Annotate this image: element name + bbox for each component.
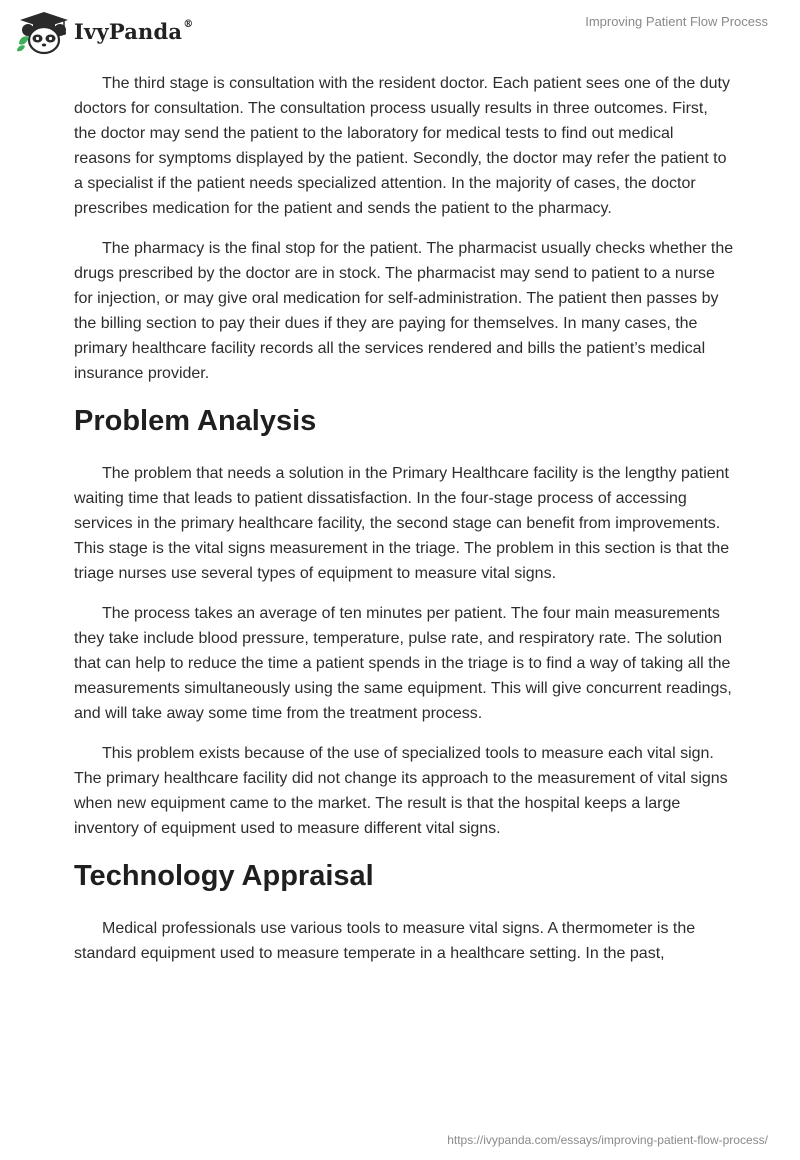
paragraph: The pharmacy is the final stop for the patient. The pharmacist usually checks whether the drugs prescribed by the doctor are in stock. The pharmacist may send to patient to a nurse for injection, or may give oral medication for self-administration. The patient then passes by the billing section to pay their dues if they are paying for themselves. In many cases, the primary healthcare facility records all the services rendered and bills the patient’s medical insurance provider. — [74, 240, 734, 382]
paragraph: The third stage is consultation with the resident doctor. Each patient sees one of the duty doctors for consultation. The consultation process usually results in three outcomes. First, the doctor may send the patient to the laboratory for medical tests to find out medical reasons for symptoms displayed by the patient. Secondly, the doctor may refer the patient to a specialist if the patient needs specialized attention. In the majority of cases, the doctor prescribes medication for the patient and sends the patient to the pharmacy. — [74, 75, 730, 217]
essay-body — [74, 71, 734, 981]
paragraph: The problem that needs a solution in the Primary Healthcare facility is the lengthy patient waiting time that leads to patient dissatisfaction. In the four-stage process of accessing services in the primary healthcare facility, the second stage can benefit from improvements. This stage is the vital signs measurement in the triage. The problem in this section is that the triage nurses use several types of equipment to measure vital signs. — [74, 465, 730, 582]
paragraph: Medical professionals use various tools to measure vital signs. A thermometer is the standard equipment used to measure temperate in a healthcare setting. In the past, — [74, 920, 696, 962]
ivypanda-logo[interactable] — [14, 8, 193, 58]
section-heading: Problem Analysis — [74, 405, 317, 437]
paragraph: This problem exists because of the use of specialized tools to measure each vital sign. The primary healthcare facility did not change its approach to the measurement of vital signs when new equipment came to the market. The result is that the hospital keeps a large inventory of equipment used to measure different vital signs. — [74, 745, 728, 837]
source-url[interactable]: https://ivypanda.com/essays/improving-patient-flow-process/ — [447, 1133, 768, 1147]
brand-name: IvyPanda® — [74, 18, 194, 44]
panda-graduate-icon — [14, 10, 70, 56]
document-title: Improving Patient Flow Process — [585, 14, 768, 29]
section-heading: Technology Appraisal — [74, 860, 374, 892]
paragraph: The process takes an average of ten minutes per patient. The four main measurements they take include blood pressure, temperature, pulse rate, and respiratory rate. The solution that can help to reduce the time a patient spends in the triage is to find a way of taking all the measurements simultaneously using the same equipment. This will give concurrent readings, and will take away some time from the treatment process. — [74, 605, 732, 722]
page-header — [0, 0, 800, 62]
